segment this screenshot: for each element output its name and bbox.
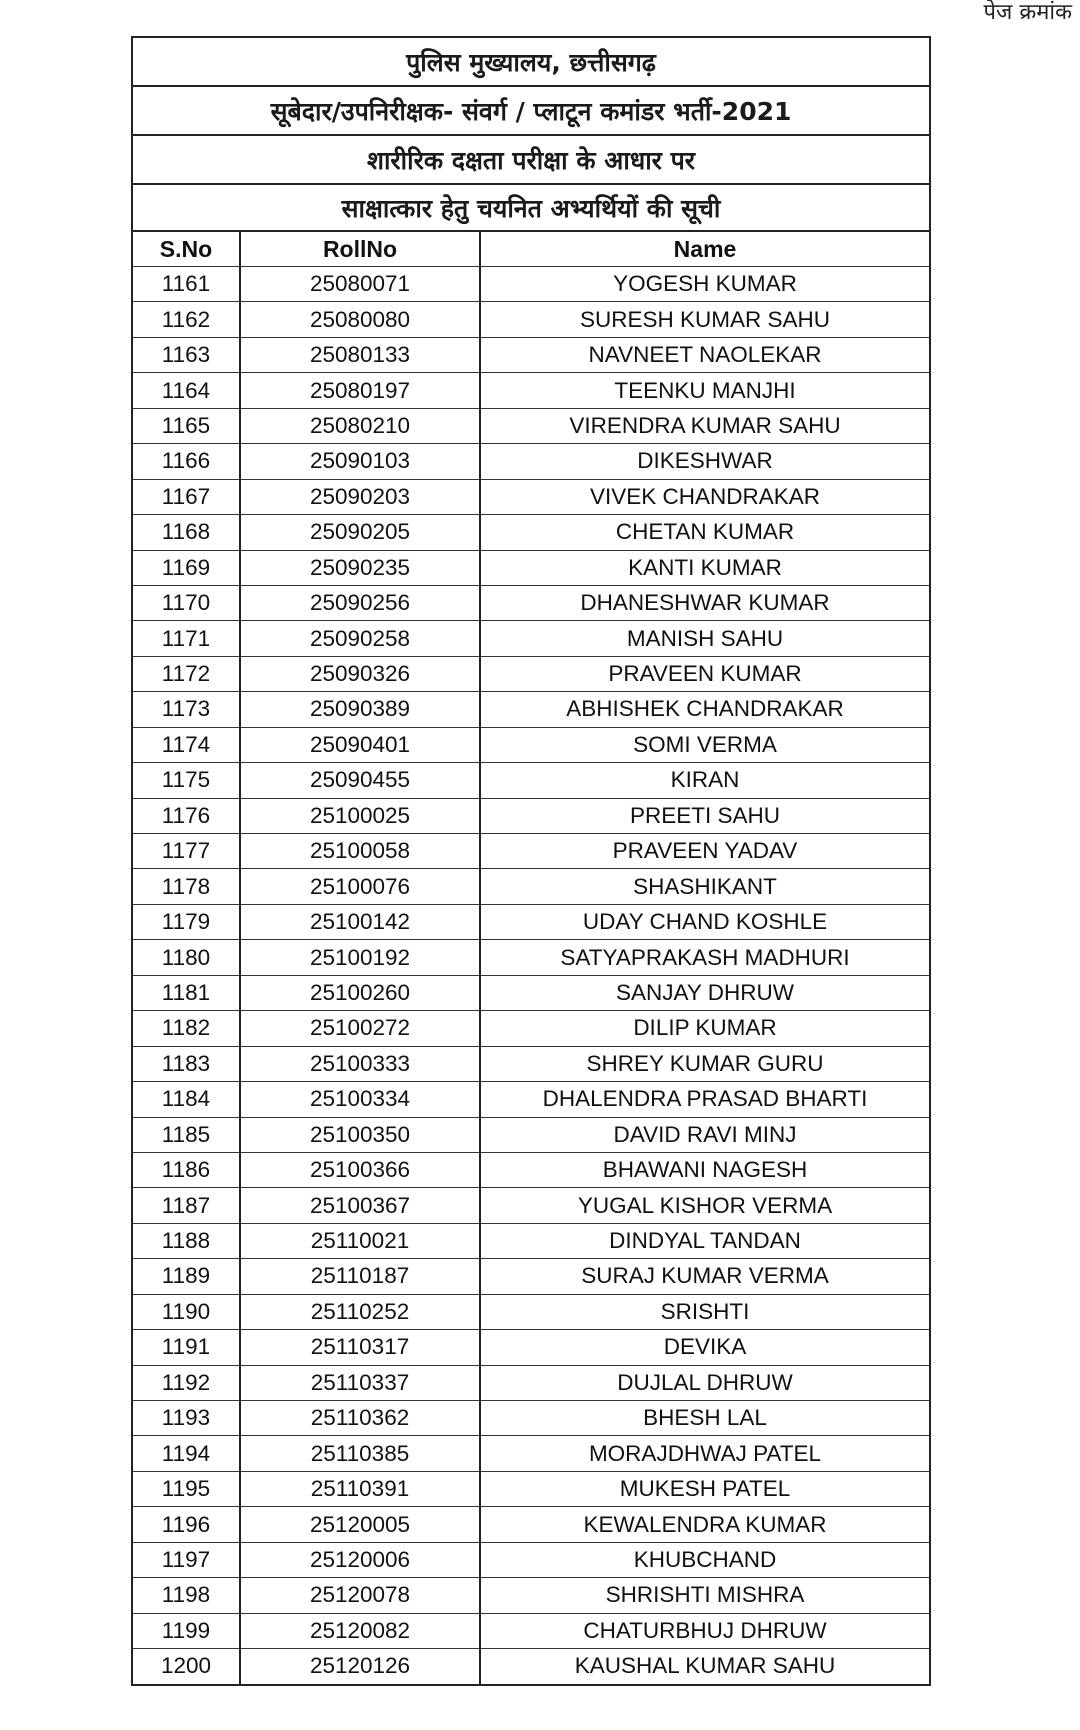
cell-sno: 1173 — [133, 692, 240, 727]
table-row — [133, 904, 929, 939]
cell-sno: 1191 — [133, 1330, 240, 1365]
table-row — [133, 1436, 929, 1471]
cell-sno: 1187 — [133, 1188, 240, 1223]
cell-name: KHUBCHAND — [480, 1542, 929, 1577]
cell-rollno: 25120078 — [240, 1578, 480, 1613]
table-row — [133, 1401, 929, 1436]
cell-rollno: 25120126 — [240, 1649, 480, 1684]
cell-name: CHATURBHUJ DHRUW — [480, 1613, 929, 1648]
cell-rollno: 25090455 — [240, 763, 480, 798]
cell-sno: 1185 — [133, 1117, 240, 1152]
cell-name: DEVIKA — [480, 1330, 929, 1365]
cell-sno: 1178 — [133, 869, 240, 904]
table-row — [133, 1471, 929, 1506]
cell-rollno: 25100333 — [240, 1046, 480, 1081]
cell-name: PRAVEEN YADAV — [480, 834, 929, 869]
table-row — [133, 1152, 929, 1187]
cell-name: KANTI KUMAR — [480, 550, 929, 585]
cell-sno: 1179 — [133, 904, 240, 939]
cell-rollno: 25090205 — [240, 515, 480, 550]
cell-name: SURESH KUMAR SAHU — [480, 302, 929, 337]
cell-sno: 1174 — [133, 727, 240, 762]
cell-name: SATYAPRAKASH MADHURI — [480, 940, 929, 975]
cell-name: SHASHIKANT — [480, 869, 929, 904]
header-recruitment: सूबेदार/उपनिरीक्षक- संवर्ग / प्लाटून कमांडर भर्ती-2021 — [133, 87, 929, 136]
cell-name: MORAJDHWAJ PATEL — [480, 1436, 929, 1471]
cell-name: DHALENDRA PRASAD BHARTI — [480, 1082, 929, 1117]
table-row — [133, 940, 929, 975]
cell-sno: 1163 — [133, 337, 240, 372]
cell-sno: 1186 — [133, 1152, 240, 1187]
cell-rollno: 25080071 — [240, 267, 480, 302]
table-row — [133, 1613, 929, 1648]
cell-name: KEWALENDRA KUMAR — [480, 1507, 929, 1542]
table-row — [133, 1046, 929, 1081]
cell-rollno: 25090389 — [240, 692, 480, 727]
table-row — [133, 656, 929, 691]
cell-name: DAVID RAVI MINJ — [480, 1117, 929, 1152]
cell-rollno: 25110317 — [240, 1330, 480, 1365]
table-row — [133, 798, 929, 833]
cell-sno: 1181 — [133, 975, 240, 1010]
table-row — [133, 1082, 929, 1117]
table-row — [133, 869, 929, 904]
cell-sno: 1177 — [133, 834, 240, 869]
header-basis: शारीरिक दक्षता परीक्षा के आधार पर — [133, 136, 929, 185]
cell-rollno: 25090103 — [240, 444, 480, 479]
cell-rollno: 25120082 — [240, 1613, 480, 1648]
table-row — [133, 1578, 929, 1613]
cell-name: PREETI SAHU — [480, 798, 929, 833]
cell-sno: 1164 — [133, 373, 240, 408]
cell-name: VIRENDRA KUMAR SAHU — [480, 408, 929, 443]
cell-sno: 1172 — [133, 656, 240, 691]
table-row — [133, 621, 929, 656]
cell-rollno: 25110187 — [240, 1259, 480, 1294]
cell-sno: 1166 — [133, 444, 240, 479]
cell-sno: 1184 — [133, 1082, 240, 1117]
cell-sno: 1182 — [133, 1011, 240, 1046]
cell-name: VIVEK CHANDRAKAR — [480, 479, 929, 514]
header-list-title: साक्षात्कार हेतु चयनित अभ्यर्थियों की सूची — [133, 185, 929, 232]
table-row — [133, 585, 929, 620]
cell-name: MUKESH PATEL — [480, 1471, 929, 1506]
cell-rollno: 25100366 — [240, 1152, 480, 1187]
cell-rollno: 25120005 — [240, 1507, 480, 1542]
cell-rollno: 25100076 — [240, 869, 480, 904]
cell-name: DILIP KUMAR — [480, 1011, 929, 1046]
cell-name: YOGESH KUMAR — [480, 267, 929, 302]
table-row — [133, 479, 929, 514]
cell-sno: 1180 — [133, 940, 240, 975]
column-header-rollno: RollNo — [240, 232, 480, 267]
cell-sno: 1171 — [133, 621, 240, 656]
cell-sno: 1170 — [133, 585, 240, 620]
cell-name: BHAWANI NAGESH — [480, 1152, 929, 1187]
table-row — [133, 692, 929, 727]
cell-rollno: 25110362 — [240, 1401, 480, 1436]
cell-rollno: 25090256 — [240, 585, 480, 620]
table-row — [133, 1223, 929, 1258]
table-row — [133, 444, 929, 479]
table-row — [133, 1507, 929, 1542]
table-row — [133, 550, 929, 585]
cell-rollno: 25090401 — [240, 727, 480, 762]
table-row — [133, 408, 929, 443]
cell-name: MANISH SAHU — [480, 621, 929, 656]
cell-sno: 1167 — [133, 479, 240, 514]
cell-sno: 1169 — [133, 550, 240, 585]
cell-name: DUJLAL DHRUW — [480, 1365, 929, 1400]
table-row — [133, 1011, 929, 1046]
cell-sno: 1175 — [133, 763, 240, 798]
header-organization: पुलिस मुख्यालय, छत्तीसगढ़ — [133, 38, 929, 87]
cell-rollno: 25090258 — [240, 621, 480, 656]
cell-sno: 1161 — [133, 267, 240, 302]
cell-sno: 1165 — [133, 408, 240, 443]
candidate-list-sheet — [131, 36, 931, 1686]
cell-rollno: 25100025 — [240, 798, 480, 833]
cell-name: SHREY KUMAR GURU — [480, 1046, 929, 1081]
cell-rollno: 25100350 — [240, 1117, 480, 1152]
cell-sno: 1168 — [133, 515, 240, 550]
cell-name: DIKESHWAR — [480, 444, 929, 479]
cell-name: TEENKU MANJHI — [480, 373, 929, 408]
cell-name: DINDYAL TANDAN — [480, 1223, 929, 1258]
table-row — [133, 727, 929, 762]
table-row — [133, 1649, 929, 1684]
cell-rollno: 25110385 — [240, 1436, 480, 1471]
cell-rollno: 25100058 — [240, 834, 480, 869]
cell-name: BHESH LAL — [480, 1401, 929, 1436]
page-number-label: पेज क्रमांक — [983, 0, 1072, 25]
cell-sno: 1194 — [133, 1436, 240, 1471]
cell-rollno: 25110337 — [240, 1365, 480, 1400]
cell-rollno: 25100142 — [240, 904, 480, 939]
cell-sno: 1198 — [133, 1578, 240, 1613]
cell-sno: 1196 — [133, 1507, 240, 1542]
table-row — [133, 302, 929, 337]
cell-rollno: 25110021 — [240, 1223, 480, 1258]
cell-name: PRAVEEN KUMAR — [480, 656, 929, 691]
cell-sno: 1192 — [133, 1365, 240, 1400]
cell-rollno: 25100272 — [240, 1011, 480, 1046]
cell-name: KIRAN — [480, 763, 929, 798]
table-row — [133, 1259, 929, 1294]
cell-name: DHANESHWAR KUMAR — [480, 585, 929, 620]
cell-rollno: 25080197 — [240, 373, 480, 408]
cell-sno: 1200 — [133, 1649, 240, 1684]
cell-rollno: 25100334 — [240, 1082, 480, 1117]
cell-rollno: 25110391 — [240, 1471, 480, 1506]
cell-rollno: 25100367 — [240, 1188, 480, 1223]
cell-sno: 1199 — [133, 1613, 240, 1648]
cell-sno: 1162 — [133, 302, 240, 337]
table-row — [133, 267, 929, 302]
table-header-row — [133, 232, 929, 267]
table-row — [133, 373, 929, 408]
cell-rollno: 25080080 — [240, 302, 480, 337]
cell-name: SANJAY DHRUW — [480, 975, 929, 1010]
table-row — [133, 1294, 929, 1329]
cell-sno: 1189 — [133, 1259, 240, 1294]
cell-rollno: 25090203 — [240, 479, 480, 514]
cell-rollno: 25100192 — [240, 940, 480, 975]
table-row — [133, 1188, 929, 1223]
cell-sno: 1195 — [133, 1471, 240, 1506]
candidate-table — [133, 232, 929, 1684]
cell-name: CHETAN KUMAR — [480, 515, 929, 550]
cell-rollno: 25110252 — [240, 1294, 480, 1329]
column-header-sno: S.No — [133, 232, 240, 267]
table-row — [133, 1330, 929, 1365]
table-row — [133, 763, 929, 798]
cell-rollno: 25100260 — [240, 975, 480, 1010]
table-row — [133, 975, 929, 1010]
table-row — [133, 337, 929, 372]
cell-rollno: 25120006 — [240, 1542, 480, 1577]
cell-name: SURAJ KUMAR VERMA — [480, 1259, 929, 1294]
cell-rollno: 25080133 — [240, 337, 480, 372]
cell-rollno: 25090235 — [240, 550, 480, 585]
cell-name: SOMI VERMA — [480, 727, 929, 762]
cell-rollno: 25080210 — [240, 408, 480, 443]
column-header-name: Name — [480, 232, 929, 267]
cell-rollno: 25090326 — [240, 656, 480, 691]
cell-sno: 1188 — [133, 1223, 240, 1258]
table-row — [133, 515, 929, 550]
cell-sno: 1190 — [133, 1294, 240, 1329]
table-row — [133, 834, 929, 869]
cell-sno: 1183 — [133, 1046, 240, 1081]
cell-name: NAVNEET NAOLEKAR — [480, 337, 929, 372]
cell-name: SRISHTI — [480, 1294, 929, 1329]
cell-name: ABHISHEK CHANDRAKAR — [480, 692, 929, 727]
table-row — [133, 1117, 929, 1152]
cell-name: YUGAL KISHOR VERMA — [480, 1188, 929, 1223]
cell-sno: 1193 — [133, 1401, 240, 1436]
cell-sno: 1176 — [133, 798, 240, 833]
cell-sno: 1197 — [133, 1542, 240, 1577]
table-row — [133, 1365, 929, 1400]
cell-name: KAUSHAL KUMAR SAHU — [574, 1653, 836, 1679]
cell-name: SHRISHTI MISHRA — [480, 1578, 929, 1613]
table-body — [133, 267, 929, 1684]
cell-name: UDAY CHAND KOSHLE — [480, 904, 929, 939]
table-row — [133, 1542, 929, 1577]
